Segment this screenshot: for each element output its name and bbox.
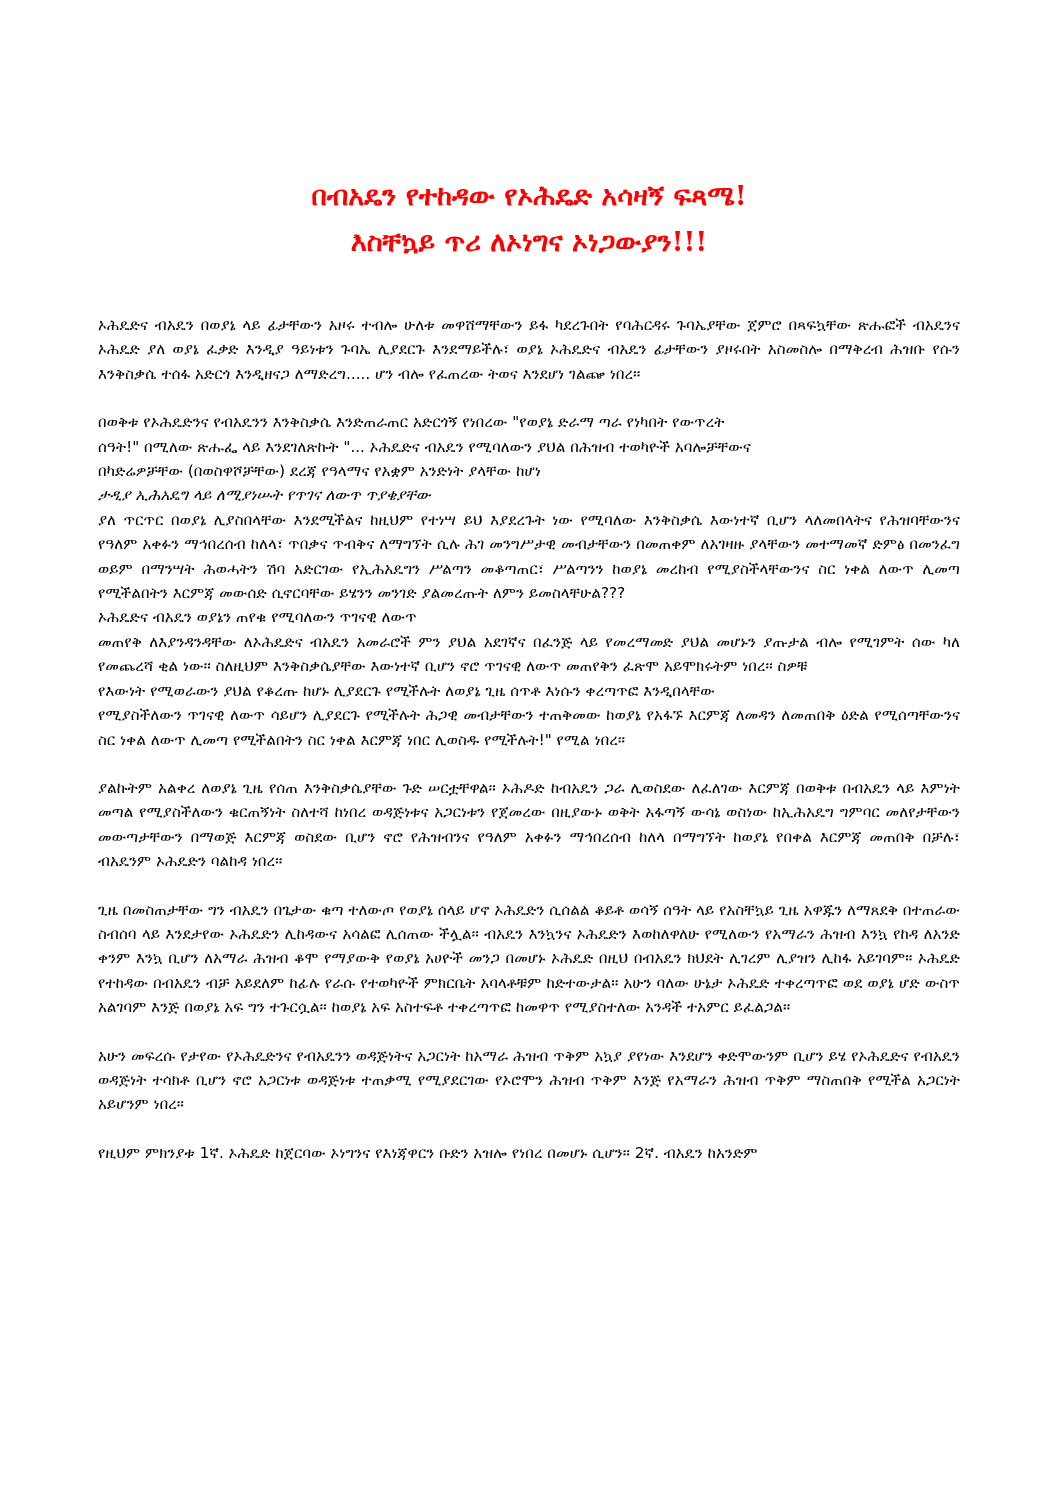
paragraph-2-line-1: በወቅቱ የኦሕዴድንና የብአዴንን እንቅስቃሴ እንድጠራጠር አድርጎኝ የነበረው "የወያኔ ድራማ ጣራ የነካበት የውጥረት [98, 413, 725, 432]
paragraph-1: ኦሕዴድና ብአዴን በወያኔ ላይ ፊታቸውን አዞሩ ተብሎ ሁለቱ መዋሸማቸውን ይፋ ካደረጉበት የባሕርዳሩ ጉባኤያቸው ጀምሮ በጻፍኳቸው ጽሑፎች ብአዴንና ኦሕዴድ ያለ ወያኔ ፈቃድ እንዲያ ዓይነቱን ጉባኤ ሊያደርጉ እንደማይችሉ፣ ወያኔ ኦሕዴድና ብአዴን ፊታቸውን ያዞሩበት አስመስሎ በማቅረብ ሕዝቡ የሱን እንቅስቃሴ ተሰፋ አድርጎ እንዲዘናጋ ለማድረግ..... ሆን ብሎ የፈጠረው ትወና እንደሆነ ገልጬ ነበረ፡፡ [98, 316, 960, 383]
title-line-2: እስቸኳይ ጥሪ ለኦነግና ኦነጋውያን!!! [350, 227, 708, 258]
paragraph-4: ጊዜ በመስጠታቸው ግን ብአዴን በጌታው ቁጣ ተለውጦ የወያኔ ሰላይ ሆኖ ኦሕዴድን ሲሰልል ቆይቶ ወሳኝ ሰዓት ላይ የአስቸኳይ ጊዜ አዋጁን ለማጸደቅ በተጠራው ስብሰባ ላይ እንደታየው ኦሕዴድን ሊከዳውና አሳልፎ ሊሰጠው ችሏል፡፡ ብአዴን እንኳንና ኦሕዴድን እወከለዋለሁ የሚለውን የአማራን ሕዝብ እንኳ የከዳ ለአንድ ቀንም እንኳ ቢሆን ለአማራ ሕዝብ ቆሞ የማያውቅ የወያኔ አሀዮች መንጋ በመሆኑ ኦሕዴድ በዚህ በብአዴን ክህደት ሊገረም ሊያዝን ሊከፋ አይገባም፡፡ ኦሕዴድ የተከዳው በብአዴን ብቻ አይደለም ከፊሉ የራሱ የተወካዮች ምክርቤት አባላቶቹም ከድተውታል፡፡ አሁን ባለው ሁኔታ ኦሕዴድ ተቀረጣጥፎ ወደ ወያኔ ሆድ ውስጥ አልገባም እንጅ በወያኔ አፍ ግን ተጉርሷል፡፡ ከወያኔ አፍ አስተፍቶ ተቀረጣጥፎ ከመዋጥ የሚያስተለው አንዳች ተአምር ይፈልጋል፡፡ [98, 900, 960, 1017]
paragraph-3: ያልኩትም አልቀረ ለወያኔ ጊዜ የሰጠ እንቅስቃሴያቸው ጉድ ሠርቷቸዋል፡፡ ኦሕዶድ ከብአዴን ጋራ ሊወስደው ለፈለገው እርምጃ በወቅቱ በብአዴን ላይ እምነት መጣል የሚያስችለውን ቁርጠኝነት ስለተሻ ከነበረ ወዳጅነቱና አጋርነቱን የጀመረው በዚያውኑ ወቅት አፋጣኝ ውሳኔ ወስነው ከኢሕአዴግ ግምባር መለየታቸውን መውጣታቸውን በማወጅ እርምጃ ወስደው ቢሆን ኖሮ የሕዝብንና የዓለም አቀፉን ማኅበረሰብ ከለላ በማግኘት ከወያኔ የበቀል እርምጃ መጠበቅ በቻሉ፣ ብአዴንም ኦሕዴድን ባልከዳ ነበረ፡፡ [98, 778, 960, 871]
document-body [98, 313, 960, 1165]
paragraph-2-line-4: ታዲያ ኢሕአዴግ ላይ ለሚያነሡት የጥገና ለውጥ ጥያቄያቸው [98, 486, 431, 505]
paragraph-2-line-5: ኦሕዴድና ብአዴን ወያኔን ጠየቁ የሚባለውን ጥገናዊ ለውጥ [98, 608, 417, 627]
paragraph-2-block-2: መጠየቅ ለእያንዳንዳቸው ለኦሕዴድና ብአዴን አመራሮች ምን ያህል አደገኛና በፈንጅ ላይ የመረማመድ ያህል መሆኑን ያጡታል ብሎ የሚገምት ሰው ካለ የመጨረሻ ቂል ነው፡፡ ስለዚህም እንቅስቃሴያቸው እውነተኛ ቢሆን ኖሮ ጥገናዊ ለውጥ መጠየቅን ፈጽሞ አይሞክሩትም ነበረ፡፡ ስዎቹ [98, 632, 960, 676]
paragraph-2-line-3: በካድሬዎቻቸው (በወስዋሾቻቸው) ደረጃ የዓላማና የአቋም አንድነት ያላቸው ከሆነ [98, 462, 541, 481]
paragraph-6: የዚህም ምክንያቱ 1ኛ. ኦሕዴድ ከጀርባው ኦነግንና የእነጃዋርን ቡድን አዝሎ የነበረ በመሆኑ ሲሆን፡፡ 2ኛ. ብአዴን ከአንድም [98, 1143, 758, 1162]
paragraph-2-line-2: ሰዓት!" በሚለው ጽሑፌ ላይ እንደገለጽኩት "... ኦሕዴድና ብአዴን የሚባለውን ያህል በሕዝብ ተወካዮች አባሎቻቸውና [98, 437, 751, 456]
title-line-1: በብአዴን የተከዳው የኦሕዴድ አሳዛኝ ፍጻሜ! [311, 181, 747, 212]
paragraph-5: አሁን መፍረሱ የታየው የኦሕዴድንና የብአዴንን ወዳጅነትና አጋርነት ከአማራ ሕዝብ ጥቅም አኳያ ያየነው እንደሆን ቀድሞውንም ቢሆን ይሄ የኦሕዴድና የብአዴን ወዳጅነት ተሳክቶ ቢሆን ኖሮ አጋርነቱ ወዳጅነቱ ተጠቃሚ የሚያደርገው የኦሮሞን ሕዝብ ጥቅም እንጅ የአማራን ሕዝብ ጥቅም ማስጠበቅ የሚችል አጋርነት አይሆንም ነበረ፡፡ [98, 1046, 960, 1114]
paragraph-2-block-1: ያለ ጥርጥር በወያኔ ሊያስበላቸው እንደሚችልና ከዚህም የተነሣ ይህ እያደረጉት ነው የሚባለው እንቅስቃሴ እውነተኛ ቢሆን ላለመበላትና የሕዝባቸውንና የዓለም አቀፉን ማኅበረሰብ ከለላ፣ ጥበቃና ጥብቅና ለማግኘት ሲሉ ሕገ መንግሥታዊ መብታቸውን በመጠቀም ለአገዛዙ ያላቸውን መተማመኛ ድምፅ በመንፈግ ወይም በማንሣት ሕወሓትን ሽባ አድርገው የኢሕአዴግን ሥልጣን መቆጣጠር፣ ሥልጣንን ከወያኔ መረከብ የሚያስችላቸውንና ስር ነቀል ለውጥ ሊመጣ የሚችልበትን እርምጃ መውሰድ ሲኖርባቸው ይሄንን መንገድ ያልመረጡት ለምን ይመስላቸሁል??? [98, 510, 960, 603]
paragraph-2-line-6: የእውነት የሚወራውን ያህል የቆረጡ ከሆኑ ሊያደርጉ የሚችሉት ለወያኔ ጊዜ ሰጥቶ እነሱን ቀረጣጥፎ እንዲበላቸው [98, 681, 715, 700]
document-title [0, 174, 1058, 266]
paragraph-2-block-3: የሚያስችለውን ጥገናዊ ለውጥ ሳይሆን ሊያደርጉ የሚችሉት ሕጋዊ መብታቸውን ተጠቅመው ከወያኔ የአፋኙ እርምጃ ለመዳን ለመጠበቅ ዕድል የሚሰጣቸውንና ስር ነቀል ለውጥ ሊመጣ የሚችልበትን ስር ነቀል እርምጃ ነበር ሊወስዱ የሚችሉት!" የሚል ነበረ፡፡ [98, 706, 960, 749]
